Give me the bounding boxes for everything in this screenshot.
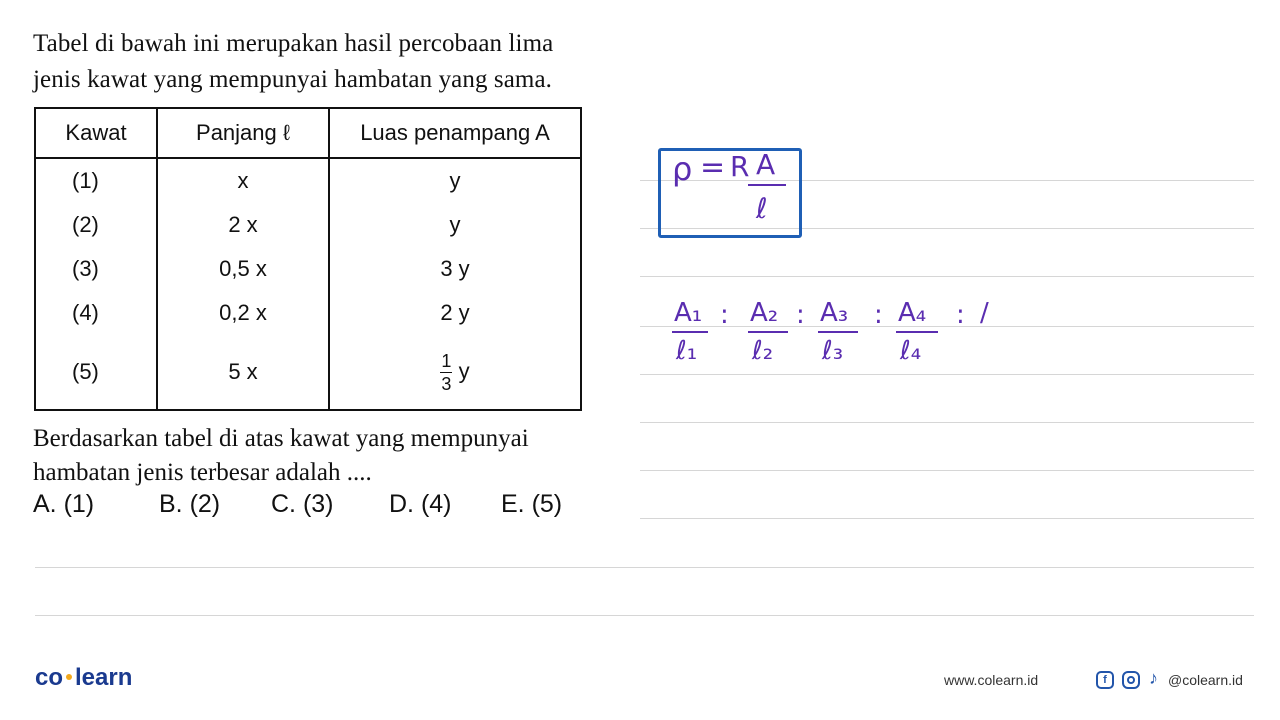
logo-dot (66, 674, 72, 680)
fraction-one-third (440, 352, 452, 393)
cell-luas (329, 335, 581, 410)
cell-luas: y (329, 158, 581, 203)
hand-ratio-num-1: A₁ (674, 298, 703, 328)
cell-panjang: 2 x (157, 203, 329, 247)
question-line-1: Tabel di bawah ini merupakan hasil percobaan lima (33, 30, 554, 57)
cell-kawat: (3) (35, 247, 157, 291)
logo-learn: learn (75, 664, 133, 691)
question-text (33, 26, 633, 98)
cell-panjang: 5 x (157, 335, 329, 410)
header-kawat: Kawat (35, 108, 157, 158)
hand-l: ℓ (756, 192, 768, 225)
website-link[interactable]: www.colearn.id (944, 672, 1039, 688)
cell-kawat: (5) (35, 335, 157, 410)
cell-panjang: 0,5 x (157, 247, 329, 291)
hand-ratio-num-4: A₄ (898, 298, 927, 328)
header-luas: Luas penampang A (329, 108, 581, 158)
ruled-line (640, 374, 1254, 375)
hand-colon: : (874, 300, 883, 330)
option-b[interactable]: B. (2) (159, 490, 221, 518)
cell-luas: y (329, 203, 581, 247)
ruled-line (640, 276, 1254, 277)
cell-kawat: (4) (35, 291, 157, 335)
hand-colon: : (796, 300, 805, 330)
table-header-row (35, 108, 581, 158)
hand-ratio-den-3: ℓ₃ (822, 336, 844, 366)
hand-ratio-num-3: A₃ (820, 298, 849, 328)
hand-colon: : (720, 300, 729, 330)
facebook-icon[interactable]: f (1096, 671, 1114, 689)
hand-ratio-bar-4 (896, 331, 938, 333)
cell-luas: 3 y (329, 247, 581, 291)
kawat-table (34, 107, 582, 411)
option-e[interactable]: E. (5) (501, 490, 563, 518)
hand-ratio-bar-2 (748, 331, 788, 333)
hand-ratio-bar-3 (818, 331, 858, 333)
ruled-line (640, 326, 1254, 327)
logo-co: co (35, 664, 64, 691)
hand-ratio-den-2: ℓ₂ (752, 336, 774, 366)
fraction-numerator: 1 (441, 350, 452, 371)
table-row (35, 335, 581, 410)
fraction-denominator: 3 (441, 373, 452, 394)
table-row (35, 203, 581, 247)
header-panjang: Panjang ℓ (157, 108, 329, 158)
cell-kawat: (1) (35, 158, 157, 203)
ruled-line (640, 422, 1254, 423)
ruled-line (35, 615, 1254, 616)
hand-equals: = (700, 150, 726, 185)
social-handle[interactable]: @colearn.id (1168, 672, 1243, 688)
option-c[interactable]: C. (3) (271, 490, 334, 518)
tiktok-icon[interactable]: ♪ (1149, 668, 1158, 688)
followup-text (33, 422, 633, 490)
cell-luas: 2 y (329, 291, 581, 335)
hand-rho: ρ (672, 150, 693, 188)
table-row (35, 291, 581, 335)
fraction-variable: y (458, 357, 470, 383)
table-row (35, 247, 581, 291)
hand-r: R (730, 150, 750, 183)
option-a[interactable]: A. (1) (33, 490, 95, 518)
question-line-2: jenis kawat yang mempunyai hambatan yang sama. (33, 66, 553, 93)
hand-a: A (756, 148, 776, 181)
hand-ratio-last: / (980, 298, 989, 328)
table-row (35, 158, 581, 203)
hand-ratio-bar-1 (672, 331, 708, 333)
ruled-line (640, 518, 1254, 519)
instagram-icon[interactable] (1122, 671, 1140, 689)
hand-colon: : (956, 300, 965, 330)
fraction-bar (440, 372, 452, 373)
colearn-logo (35, 664, 132, 692)
hand-ratio-den-4: ℓ₄ (900, 336, 922, 366)
hand-fraction-bar (748, 184, 786, 186)
hand-ratio-num-2: A₂ (750, 298, 779, 328)
ruled-line (640, 470, 1254, 471)
cell-panjang: 0,2 x (157, 291, 329, 335)
ruled-line (35, 567, 1254, 568)
cell-kawat: (2) (35, 203, 157, 247)
option-d[interactable]: D. (4) (389, 490, 452, 518)
cell-panjang: x (157, 158, 329, 203)
followup-line-2: hambatan jenis terbesar adalah .... (33, 459, 372, 486)
followup-line-1: Berdasarkan tabel di atas kawat yang mempunyai (33, 425, 529, 452)
hand-ratio-den-1: ℓ₁ (676, 336, 698, 366)
